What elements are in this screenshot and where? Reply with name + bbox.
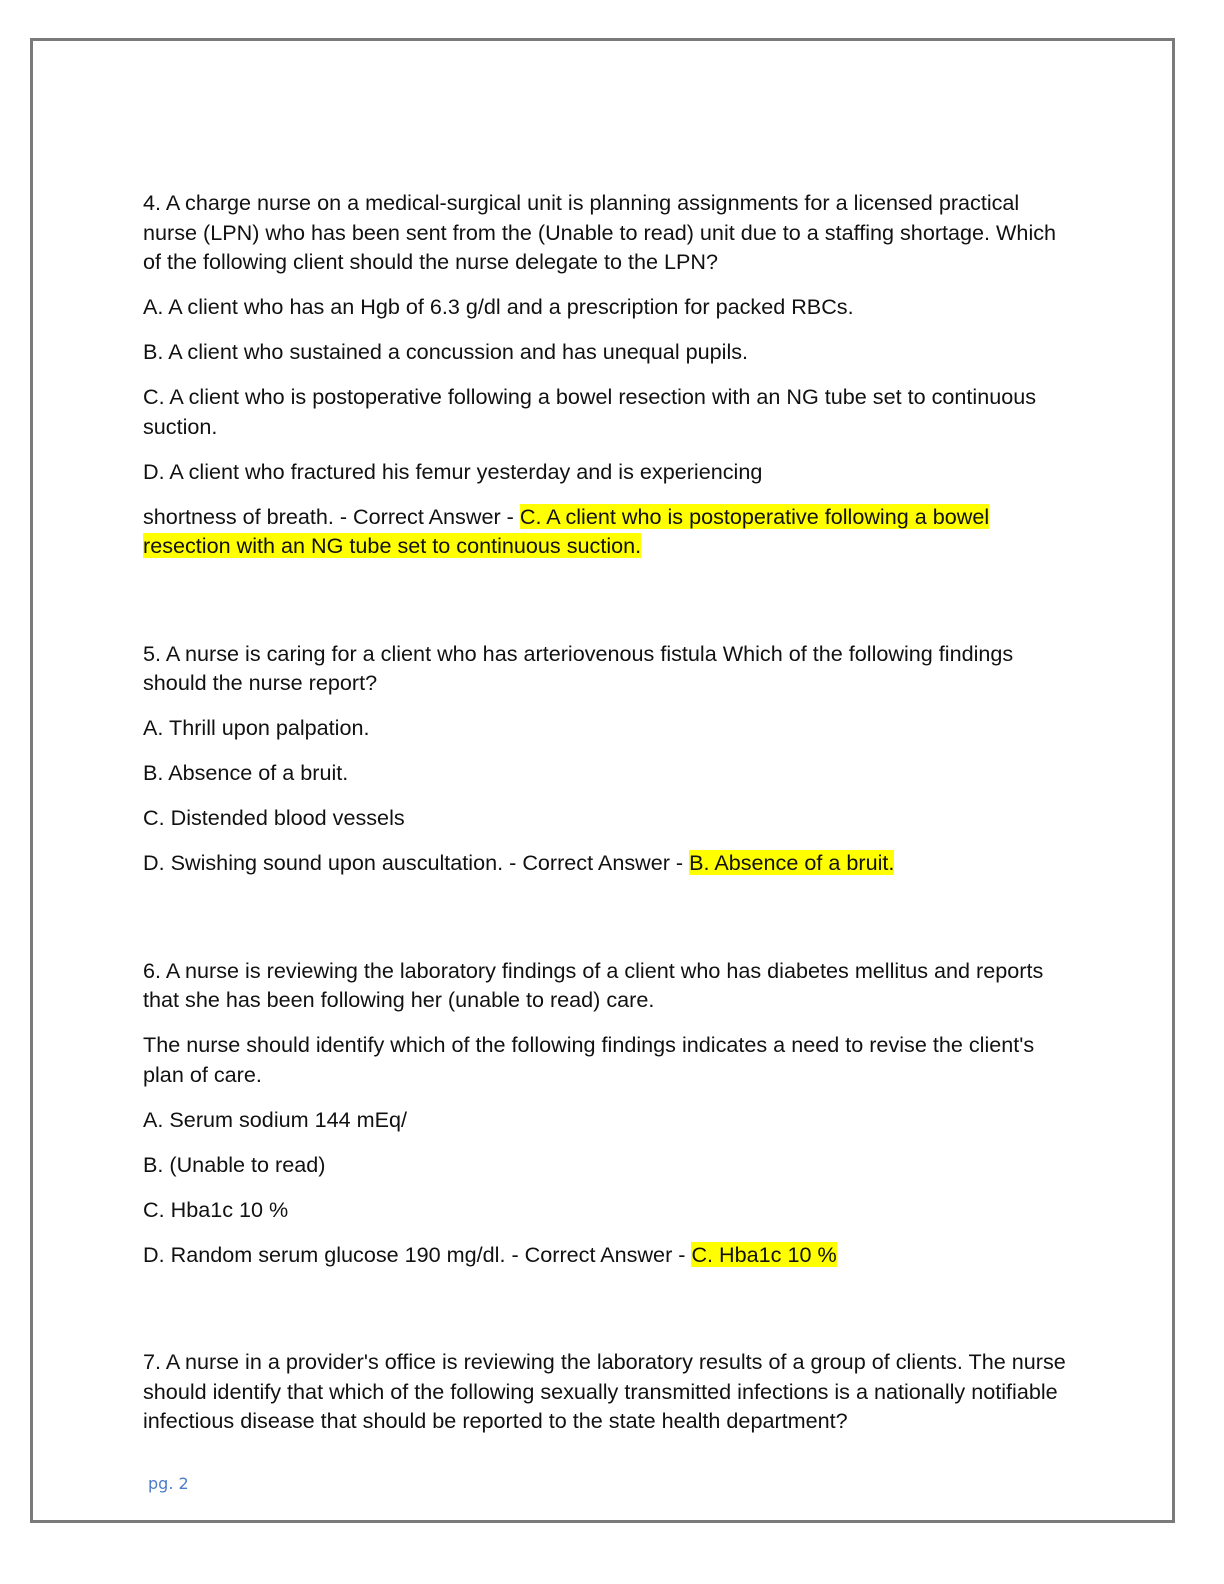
question-6 [143, 956, 1073, 1270]
document-body [143, 188, 1073, 1451]
answer-option: C. A client who is postoperative following a bowel resection with an NG tube set to continuous suction. [143, 384, 1037, 439]
answer-option: B. (Unable to read) [143, 1151, 326, 1177]
final-line-text: D. Random serum glucose 190 mg/dl. - Correct Answer - [143, 1241, 692, 1267]
correct-answer-line [143, 502, 1073, 561]
answer-option: A. Thrill upon palpation. [143, 715, 370, 740]
answer-option: C. Distended blood vessels [143, 805, 405, 830]
correct-answer-highlight: C. A client who is postoperative following a bowel resection with an NG tube set to continuous suction. [143, 503, 990, 558]
answer-option: A. Serum sodium 144 mEq/ [143, 1106, 408, 1132]
correct-answer-line [143, 848, 1073, 878]
question-5 [143, 639, 1073, 878]
answer-option: A. A client who has an Hgb of 6.3 g/dl and a prescription for packed RBCs. [143, 294, 854, 319]
answer-option: D. A client who fractured his femur yesterday and is experiencing [143, 458, 763, 484]
question-stem-continued: The nurse should identify which of the following findings indicates a need to revise the client's plan of care. [143, 1032, 1035, 1087]
question-stem: 4. A charge nurse on a medical-surgical unit is planning assignments for a licensed practical nurse (LPN) who has been sent from the (Unable to read) unit due to a staffing shortage. Which of the following client should the nurse delegate to the LPN? [143, 190, 1057, 274]
page-number: pg. 2 [148, 1474, 189, 1493]
final-line-text: shortness of breath. - Correct Answer - [143, 503, 520, 529]
answer-option: C. Hba1c 10 % [143, 1196, 289, 1222]
answer-option: B. Absence of a bruit. [143, 760, 349, 785]
question-stem: 7. A nurse in a provider's office is reviewing the laboratory results of a group of clients. The nurse should identify that which of the following sexually transmitted infections is a nationally notifiable infectious disease that should be reported to the state health department? [143, 1349, 1066, 1433]
question-stem: 6. A nurse is reviewing the laboratory findings of a client who has diabetes mellitus and reports that she has been following her (unable to read) care. [143, 957, 1044, 1012]
final-line-text: D. Swishing sound upon auscultation. - Correct Answer - [143, 850, 690, 875]
correct-answer-highlight: C. Hba1c 10 % [691, 1241, 837, 1267]
question-stem: 5. A nurse is caring for a client who has arteriovenous fistula Which of the following findings should the nurse report? [143, 640, 1014, 695]
answer-option: B. A client who sustained a concussion and has unequal pupils. [143, 339, 749, 364]
question-4 [143, 188, 1073, 561]
question-7 [143, 1347, 1073, 1436]
correct-answer-highlight: B. Absence of a bruit. [689, 850, 895, 875]
correct-answer-line [143, 1240, 1073, 1270]
